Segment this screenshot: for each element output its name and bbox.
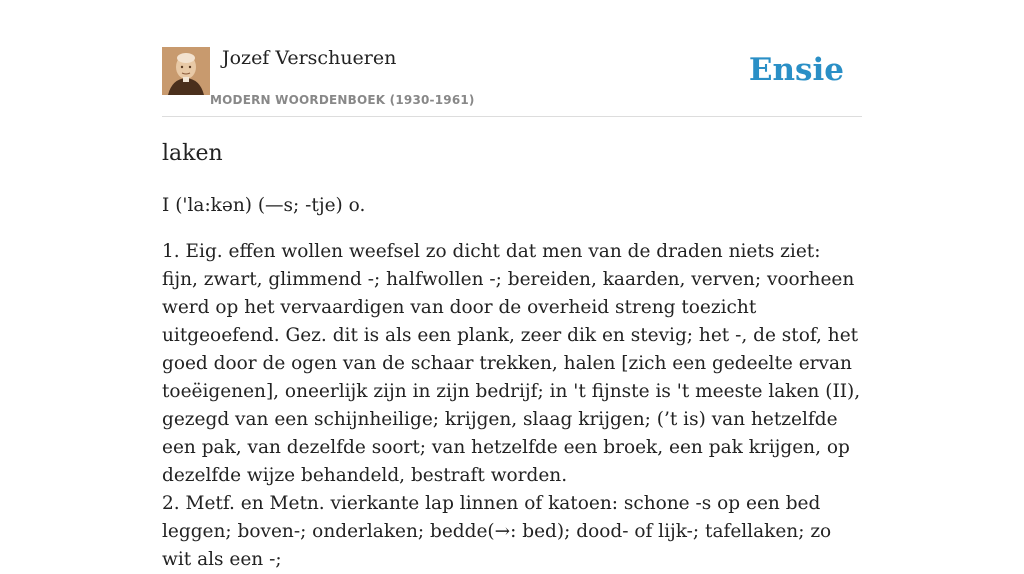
definition-paragraph-2: 2. Metf. en Metn. vierkante lap linnen of katoen: schone -s op een bed leggen; boven-; onderlaken; bedde(→: bed); dood- of lijk-; tafellaken; zo wit als een -; xyxy=(162,493,832,570)
definition-paragraph-1: 1. Eig. effen wollen weefsel zo dicht dat men van de draden niets ziet: fijn, zwart, glimmend -; halfwollen -; bereiden, kaarden, verven; voorheen werd op het vervaardigen van door de overheid streng toezicht uitgeoefend. Gez. dit is als een plank, zeer dik en stevig; het -, de stof, het goed door de ogen van de schaar trekken, halen [zich een gedeelte ervan toeëigenen], oneerlijk zijn in zijn bedrijf; in 't fijnste is 't meeste laken (II), gezegd van een schijnheilige; krijgen, slaag krijgen; (’t is) van hetzelfde een pak, van dezelfde soort; van hetzelfde een broek, een pak krijgen, op dezelfde wijze behandeld, bestraft worden. xyxy=(162,241,861,486)
pronunciation-line: I ('la:kən) (—s; -tje) o. xyxy=(162,195,366,216)
source-label[interactable]: MODERN WOORDENBOEK (1930-1961) xyxy=(210,93,475,107)
ensie-logo-link[interactable]: Ensie xyxy=(748,52,844,88)
author-avatar[interactable] xyxy=(162,47,210,95)
headword-title: laken xyxy=(162,141,223,166)
author-portrait-icon xyxy=(162,47,210,95)
entry-header xyxy=(162,46,862,117)
entry-content xyxy=(162,192,862,574)
author-name[interactable]: Jozef Verschueren xyxy=(222,47,397,69)
